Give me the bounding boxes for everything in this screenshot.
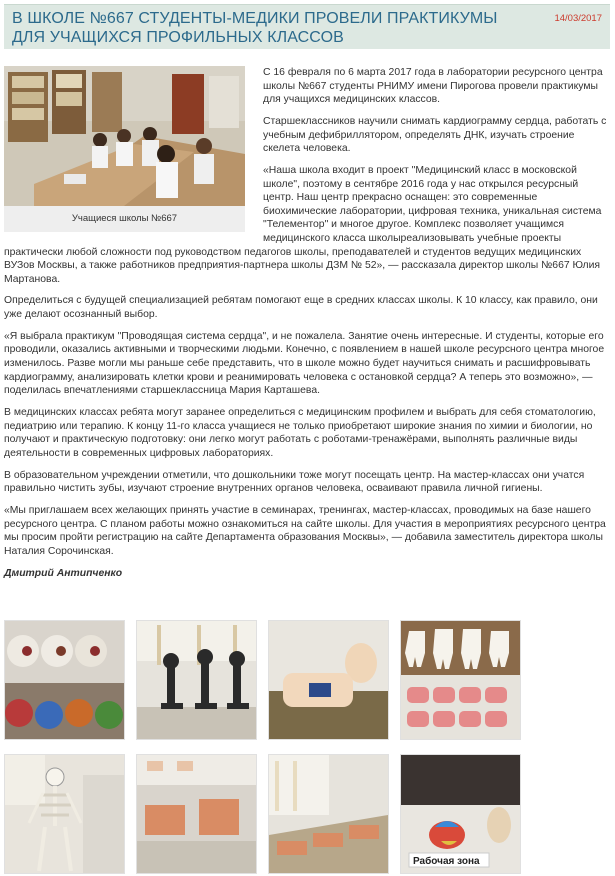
article-author: Дмитрий Антипченко [4, 567, 123, 579]
article-date: 14/03/2017 [554, 13, 602, 24]
paragraph: Определиться с будущей специализацией ребятам помогают еще в средних классах школы. К 10 классу, как правило, они уже делают осознанный выбор. [4, 295, 598, 321]
article-header [4, 4, 610, 49]
paragraph: В медицинских классах ребята могут заранее определиться с медицинским профилем и выбрать для себя стоматологию, педиатрию или терапию. К концу 11-го класса учащиеся не только приобретают широкие знания по химии и биологии, но получают и практическую подготовку: они легко могут работать с роботами-тренажёрами, выполнять различные виды деятельности в современных цифровых лабораториях. [4, 407, 596, 459]
paragraph: «Мы приглашаем всех желающих принять участие в семинарах, тренингах, мастер-классах, проводимых на базе нашего ресурсного центра. С планом работы можно ознакомиться на сайте школы. Для участия в мероприятиях ресурсного центра мы просим пройти регистрацию на сайте Департамента образования Москвы», — добавила заместитель директора школы Наталия Сорочинская. [4, 504, 606, 557]
paragraph: «Наша школа входит в проект "Медицинский класс в московской школе", поэтому в сентябре 2016 года у нас открылся ресурсный центр. Наш центр прекрасно оснащен: это современные биохимические лаборатории, цифровая техника, уникальная система "Телементор" и многое другое. Комплекс позволяет учащимся медицинского класса школыреализовывать учебные проекты практически любой сложности под руководством педагогов школы, преподавателей и студентов ведущих медицинских ВУЗов Москвы, а также работников предприятия-партнера школы ДЗМ № 52», — рассказала директор школы №667 Юлия Мартанова. [4, 164, 602, 285]
gallery-photo-eye-models[interactable] [4, 620, 125, 740]
gallery-photo-lab-desks[interactable] [268, 754, 389, 874]
paragraph: Старшеклассников научили снимать кардиограмму сердца, работать с учебным дефибриллятором, определять ДНК, изучать строение скелета человека. [263, 115, 607, 155]
gallery-photo-anatomy-model[interactable] [400, 754, 521, 874]
article-title: В ШКОЛЕ №667 СТУДЕНТЫ-МЕДИКИ ПРОВЕЛИ ПРАКТИКУМЫ ДЛЯ УЧАЩИХСЯ ПРОФИЛЬНЫХ КЛАССОВ [12, 10, 498, 46]
lead-figure [4, 66, 245, 232]
gallery-photo-microscopes[interactable] [136, 620, 257, 740]
gallery-photo-cpr-mannequin[interactable] [268, 620, 389, 740]
paragraph: «Я выбрала практикум "Проводящая система сердца", и не пожалела. Занятие очень интересные. И студенты, которые его проводили, оказались активными и творческими людьми. Конечно, с появлением в нашей школе ресурсного центра многое изменилось. Разве могли мы раньше себе представить, что в школе можно будет научиться снимать и расшифровывать кардиограмму, анализировать клетки крови и реанимировать человека с остановкой сердца? А теперь это возможно», — поделилась впечатлениями старшеклассница Мария Карташева. [4, 330, 605, 397]
paragraph: С 16 февраля по 6 марта 2017 года в лаборатории ресурсного центра школы №667 студенты РНИМУ имени Пирогова провели практикумы для учащихся медицинских классов. [263, 67, 603, 106]
figure-caption: Учащиеся школы №667 [71, 213, 178, 224]
gallery-photo-teeth-models[interactable] [400, 620, 521, 740]
gallery-photo-skeleton[interactable] [4, 754, 125, 874]
article-body [4, 66, 609, 588]
paragraph: В образовательном учреждении отметили, что дошкольники тоже могут посещать центр. На мастер-классах они учатся правильно чистить зубы, изучают строение внутренних органов человека, осваивают правила личной гигиены. [4, 469, 585, 495]
photo-gallery [4, 620, 610, 876]
gallery-photo-training-pads[interactable] [136, 754, 257, 874]
sign-text: Рабочая зона [413, 856, 480, 867]
classroom-photo[interactable] [4, 66, 245, 206]
